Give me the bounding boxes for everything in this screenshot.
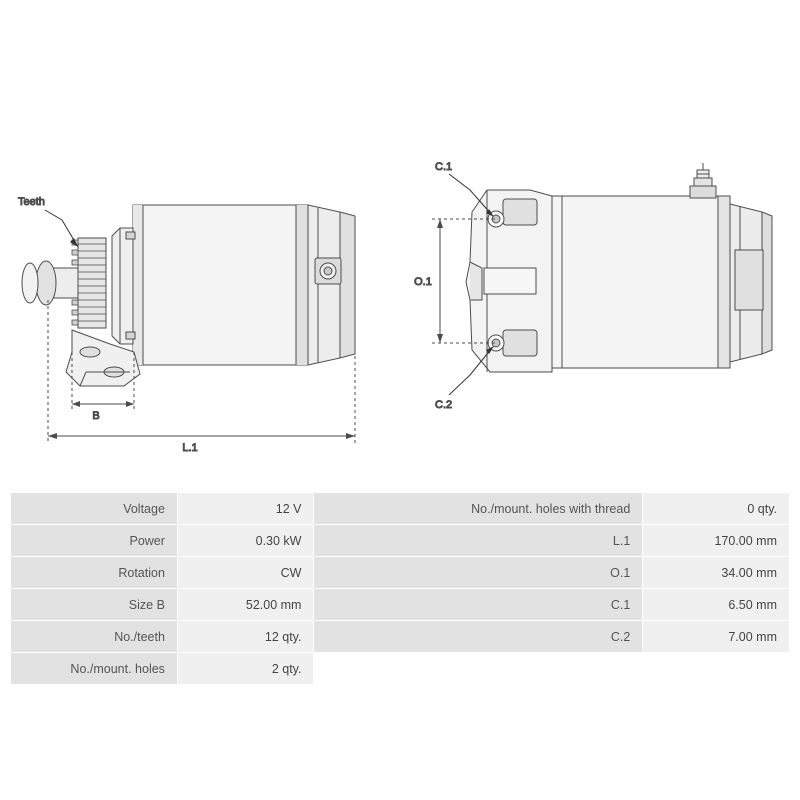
spec-value: 52.00 mm xyxy=(177,589,314,621)
spec-value: 0 qty. xyxy=(643,493,790,525)
table-row xyxy=(11,557,790,589)
spec-value: 2 qty. xyxy=(177,653,314,685)
table-row xyxy=(11,589,790,621)
spec-label: No./teeth xyxy=(11,621,178,653)
spec-label: C.1 xyxy=(314,589,643,621)
table-row xyxy=(11,525,790,557)
rear-view-group xyxy=(552,163,772,368)
label-teeth: Teeth xyxy=(18,196,45,208)
spec-label: C.2 xyxy=(314,621,643,653)
front-view-group xyxy=(414,161,552,411)
table-row xyxy=(11,493,790,525)
spec-label: Size B xyxy=(11,589,178,621)
spec-value: 34.00 mm xyxy=(643,557,790,589)
spec-label: No./mount. holes with thread xyxy=(314,493,643,525)
spec-empty-cell xyxy=(314,653,643,685)
spec-label: L.1 xyxy=(314,525,643,557)
label-o1: O.1 xyxy=(414,276,432,288)
spec-value: 7.00 mm xyxy=(643,621,790,653)
spec-value: 170.00 mm xyxy=(643,525,790,557)
table-row xyxy=(11,653,790,685)
label-c2: C.2 xyxy=(435,399,453,411)
specifications-table xyxy=(10,492,790,685)
spec-label: Rotation xyxy=(11,557,178,589)
spec-value: 12 qty. xyxy=(177,621,314,653)
spec-value: 12 V xyxy=(177,493,314,525)
spec-label: O.1 xyxy=(314,557,643,589)
spec-label: No./mount. holes xyxy=(11,653,178,685)
label-c1: C.1 xyxy=(435,161,453,173)
table-row xyxy=(11,621,790,653)
spec-label: Voltage xyxy=(11,493,178,525)
spec-value: 0.30 kW xyxy=(177,525,314,557)
side-view-group xyxy=(18,196,355,454)
label-b: B xyxy=(92,410,100,422)
spec-value: 6.50 mm xyxy=(643,589,790,621)
spec-empty-cell xyxy=(643,653,790,685)
spec-label: Power xyxy=(11,525,178,557)
spec-value: CW xyxy=(177,557,314,589)
label-l1: L.1 xyxy=(182,442,198,454)
